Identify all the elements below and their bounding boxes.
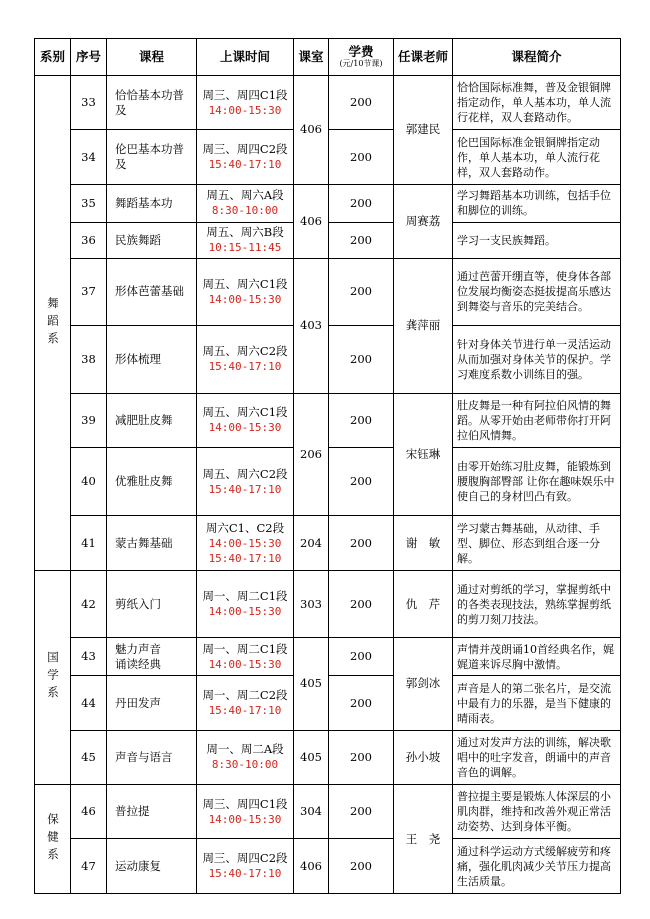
- header-fee-label: 学费: [348, 44, 374, 60]
- row-number: 47: [71, 839, 107, 894]
- dept-dance: [35, 75, 71, 570]
- course-intro: 通过对剪纸的学习，掌握剪纸中的各类表现技法，熟练掌握剪纸的剪刀刻刀技法。: [453, 570, 621, 637]
- classroom: 406: [294, 75, 329, 184]
- dept-guoxue: [35, 570, 71, 784]
- class-hours: 14:00-15:30: [208, 605, 282, 619]
- class-days: 周一、周二C1段: [202, 641, 288, 656]
- header-fee: [329, 39, 394, 76]
- row-number: 42: [71, 570, 107, 637]
- class-hours: 8:30-10:00: [211, 204, 279, 218]
- course-name-text: 丹田发声: [115, 695, 161, 710]
- class-days: 周一、周二C1段: [202, 589, 288, 604]
- tuition-fee: 200: [329, 730, 394, 784]
- row-number: 35: [71, 184, 107, 222]
- class-time: [197, 638, 294, 676]
- header-teacher: 任课老师: [394, 39, 453, 76]
- classroom: 303: [294, 570, 329, 637]
- course-intro: 声情并茂朗诵10首经典名作，娓娓道来诉尽胸中激情。: [453, 638, 621, 676]
- tuition-fee: 200: [329, 258, 394, 325]
- course-intro: 恰恰国际标准舞，普及金银铜牌指定动作，单人基本功，单人流行花样，双人套路动作。: [453, 75, 621, 129]
- class-days: 周五、周六C2段: [202, 466, 288, 481]
- tuition-fee: 200: [329, 130, 394, 184]
- course-name: [107, 839, 197, 894]
- course-intro: 伦巴国际标准金银铜牌指定动作，单人基本功，单人流行花样，双人套路动作。: [453, 130, 621, 184]
- table-row: [35, 785, 621, 839]
- class-hours: 14:00-15:30: [208, 536, 282, 550]
- class-time: [197, 785, 294, 839]
- course-intro: 肚皮舞是一种有阿拉伯风情的舞蹈。从零开始由老师带你打开阿拉伯风情舞。: [453, 393, 621, 447]
- header-no: 序号: [71, 39, 107, 76]
- course-intro: 由零开始练习肚皮舞，能锻炼到腰腹胸部臀部 让你在趣味娱乐中使自己的身材凹凸有致。: [453, 447, 621, 516]
- course-name: [107, 130, 197, 184]
- class-days: 周五、周六C2段: [202, 344, 288, 359]
- table-row: [35, 258, 621, 325]
- teacher: 宋钰琳: [394, 393, 453, 516]
- course-name-text-line2: 诵读经典: [115, 656, 161, 671]
- teacher: 谢 敏: [394, 516, 453, 570]
- course-intro: 普拉提主要是锻炼人体深层的小肌肉群，维持和改善外观正常活动姿势、达到身体平衡。: [453, 785, 621, 839]
- header-time: 上课时间: [197, 39, 294, 76]
- classroom: 206: [294, 393, 329, 516]
- row-number: 37: [71, 258, 107, 325]
- class-days: 周五、周六A段: [206, 188, 284, 203]
- course-name-text: 蒙古舞基础: [115, 535, 173, 550]
- class-hours-2: 15:40-17:10: [208, 551, 282, 565]
- table-row: [35, 393, 621, 447]
- tuition-fee: 200: [329, 676, 394, 730]
- teacher: 郭剑冰: [394, 638, 453, 730]
- row-number: 40: [71, 447, 107, 516]
- row-number: 33: [71, 75, 107, 129]
- course-intro: 学习舞蹈基本功训练，包括手位和脚位的训练。: [453, 184, 621, 222]
- row-number: 36: [71, 222, 107, 258]
- class-days: 周一、周二C2段: [202, 688, 288, 703]
- class-days: 周五、周六B段: [206, 225, 284, 240]
- class-days: 周三、周四C2段: [202, 142, 288, 157]
- teacher: 王 尧: [394, 785, 453, 894]
- tuition-fee: 200: [329, 393, 394, 447]
- course-name: [107, 676, 197, 730]
- class-hours: 15:40-17:10: [208, 360, 282, 374]
- course-name-text: 减肥肚皮舞: [115, 412, 173, 427]
- class-time: [197, 184, 294, 222]
- course-name: [107, 447, 197, 516]
- table-row: [35, 570, 621, 637]
- class-days: 周五、周六C1段: [202, 276, 288, 291]
- class-days: 周六C1、C2段: [205, 520, 285, 535]
- class-time: [197, 326, 294, 393]
- class-hours: 14:00-15:30: [208, 812, 282, 826]
- header-intro: 课程简介: [453, 39, 621, 76]
- dept-label: 保健系: [46, 812, 60, 866]
- course-intro: 通过芭蕾开绷直等，使身体各部位发展均衡姿态挺拔提高乐感达到舞姿与音乐的完美结合。: [453, 258, 621, 325]
- class-hours: 14:00-15:30: [208, 292, 282, 306]
- class-hours: 15:40-17:10: [208, 704, 282, 718]
- classroom: 403: [294, 258, 329, 393]
- class-time: [197, 258, 294, 325]
- course-name-text: 魅力声音: [115, 641, 161, 656]
- course-name-text: 普拉提: [115, 804, 150, 819]
- course-intro: 学习蒙古舞基础，从动律、手型、脚位、形态到组合逐一分解。: [453, 516, 621, 570]
- course-name-text: 形体梳理: [115, 351, 161, 366]
- row-number: 44: [71, 676, 107, 730]
- class-time: [197, 730, 294, 784]
- class-hours: 14:00-15:30: [208, 103, 282, 117]
- course-schedule-table: [34, 38, 621, 894]
- course-name: [107, 222, 197, 258]
- classroom: 405: [294, 730, 329, 784]
- class-time: [197, 222, 294, 258]
- teacher: 龚萍丽: [394, 258, 453, 393]
- class-time: [197, 393, 294, 447]
- class-hours: 15:40-17:10: [208, 158, 282, 172]
- teacher: 郭建民: [394, 75, 453, 184]
- dept-label: 国学系: [46, 651, 60, 704]
- row-number: 45: [71, 730, 107, 784]
- tuition-fee: 200: [329, 638, 394, 676]
- table-row: [35, 638, 621, 676]
- class-time: [197, 447, 294, 516]
- header-fee-unit: (元/10节课): [339, 59, 383, 69]
- course-name: [107, 570, 197, 637]
- course-name-text: 恰恰基本功普及: [115, 87, 184, 117]
- class-hours: 14:00-15:30: [208, 421, 282, 435]
- course-name: [107, 638, 197, 676]
- class-time: [197, 75, 294, 129]
- tuition-fee: 200: [329, 839, 394, 894]
- class-hours: 8:30-10:00: [211, 758, 279, 772]
- course-name: [107, 258, 197, 325]
- row-number: 41: [71, 516, 107, 570]
- row-number: 46: [71, 785, 107, 839]
- tuition-fee: 200: [329, 75, 394, 129]
- header-course: 课程: [107, 39, 197, 76]
- row-number: 34: [71, 130, 107, 184]
- tuition-fee: 200: [329, 222, 394, 258]
- course-name: [107, 730, 197, 784]
- class-days: 周三、周四C1段: [202, 87, 288, 102]
- course-intro: 通过对发声方法的训练，解决歌唱中的吐字发音，朗诵中的声音音色的调解。: [453, 730, 621, 784]
- course-name-text: 形体芭蕾基础: [115, 284, 184, 299]
- course-name: [107, 75, 197, 129]
- course-name-text: 伦巴基本功普及: [115, 142, 184, 172]
- classroom: 304: [294, 785, 329, 839]
- course-name-text: 舞蹈基本功: [115, 195, 173, 210]
- class-days: 周三、周四C1段: [202, 796, 288, 811]
- class-time: [197, 570, 294, 637]
- course-name: [107, 326, 197, 393]
- teacher: 孙小坡: [394, 730, 453, 784]
- header-dept: 系别: [35, 39, 71, 76]
- header-row: [35, 39, 621, 76]
- course-intro: 学习一支民族舞蹈。: [453, 222, 621, 258]
- course-name-text: 运动康复: [115, 858, 161, 873]
- course-intro: 针对身体关节进行单一灵活运动从而加强对身体关节的保护。学习难度系数小训练目的强。: [453, 326, 621, 393]
- class-days: 周三、周四C2段: [202, 851, 288, 866]
- course-name: [107, 393, 197, 447]
- class-time: [197, 676, 294, 730]
- class-days: 周五、周六C1段: [202, 405, 288, 420]
- classroom: 204: [294, 516, 329, 570]
- row-number: 39: [71, 393, 107, 447]
- teacher: 仇 芹: [394, 570, 453, 637]
- table-row: [35, 75, 621, 129]
- tuition-fee: 200: [329, 785, 394, 839]
- class-hours: 10:15-11:45: [208, 241, 282, 255]
- course-name: [107, 184, 197, 222]
- tuition-fee: 200: [329, 184, 394, 222]
- course-name-text: 剪纸入门: [115, 596, 161, 611]
- course-name-text: 民族舞蹈: [115, 232, 161, 247]
- header-room: 课室: [294, 39, 329, 76]
- course-name: [107, 785, 197, 839]
- dept-label: 舞蹈系: [46, 296, 60, 350]
- course-intro: 通过科学运动方式缓解疲劳和疼痛，强化肌肉减少关节压力提高生活质量。: [453, 839, 621, 894]
- course-intro: 声音是人的第二张名片，是交流中最有力的乐器，是当下健康的晴雨表。: [453, 676, 621, 730]
- classroom: 406: [294, 839, 329, 894]
- class-hours: 14:00-15:30: [208, 657, 282, 671]
- table-row: [35, 730, 621, 784]
- class-time: [197, 130, 294, 184]
- tuition-fee: 200: [329, 326, 394, 393]
- classroom: 406: [294, 184, 329, 258]
- class-time: [197, 839, 294, 894]
- tuition-fee: 200: [329, 447, 394, 516]
- classroom: 405: [294, 638, 329, 730]
- tuition-fee: 200: [329, 516, 394, 570]
- class-hours: 15:40-17:10: [208, 482, 282, 496]
- row-number: 38: [71, 326, 107, 393]
- tuition-fee: 200: [329, 570, 394, 637]
- class-days: 周一、周二A段: [206, 742, 284, 757]
- course-name-text: 优雅肚皮舞: [115, 474, 173, 489]
- course-name: [107, 516, 197, 570]
- class-time: [197, 516, 294, 570]
- row-number: 43: [71, 638, 107, 676]
- table-row: [35, 516, 621, 570]
- table-row: [35, 839, 621, 894]
- table-row: [35, 184, 621, 222]
- course-name-text: 声音与语言: [115, 749, 173, 764]
- class-hours: 15:40-17:10: [208, 867, 282, 881]
- teacher: 周赛荔: [394, 184, 453, 258]
- dept-health: [35, 785, 71, 894]
